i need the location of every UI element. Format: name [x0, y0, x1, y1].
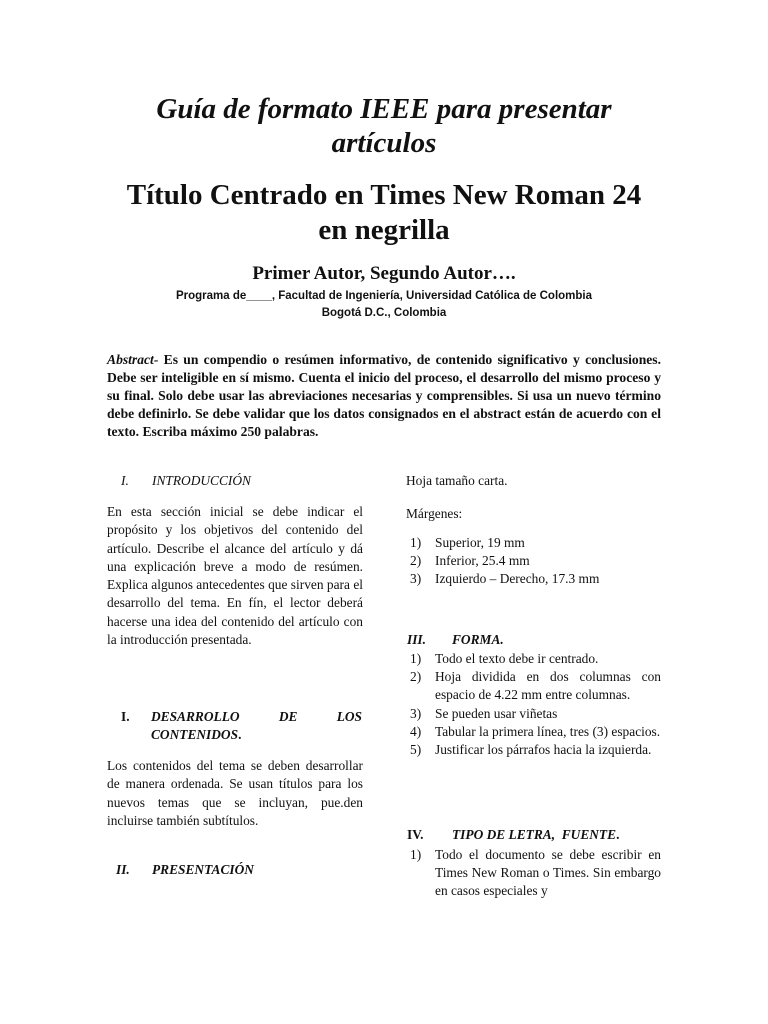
- section-number: I.: [121, 473, 129, 488]
- list-item: 2) Inferior, 25.4 mm: [410, 553, 530, 569]
- section-title: DESARROLLO DE LOS CONTENIDOS: [151, 709, 362, 742]
- guide-title-line-1: Guía de formato IEEE para presentar: [156, 93, 612, 125]
- affiliation: [0, 288, 768, 322]
- section-heading-forma: [407, 631, 657, 649]
- paper-title: [0, 178, 768, 248]
- section-title-period: .: [616, 827, 620, 842]
- list-item: 1) Todo el texto debe ir centrado.: [410, 651, 599, 666]
- list-item: 2) Hoja dividida en dos columnas con espacio de 4.22 mm entre columnas.: [410, 669, 661, 703]
- section-title-period: .: [238, 727, 242, 742]
- forma-list: [410, 650, 661, 759]
- tipo-list: [410, 846, 661, 901]
- section-heading-desarrollo: [121, 708, 363, 744]
- desarrollo-paragraph: Los contenidos del tema se deben desarrollar de manera ordenada. Se usan títulos para los nuevos temas que se incluyan, pue.den incluirse también subtítulos.: [107, 758, 363, 828]
- paper-size-text: Hoja tamaño carta.: [406, 473, 508, 488]
- section-title: FORMA.: [452, 632, 504, 647]
- section-number: II.: [116, 862, 130, 877]
- list-item: 3) Izquierdo – Derecho, 17.3 mm: [410, 571, 600, 587]
- guide-title-line-2: artículos: [331, 127, 437, 159]
- abstract: [107, 351, 661, 441]
- section-number: IV.: [407, 827, 424, 842]
- intro-paragraph: En esta sección inicial se debe indicar el propósito y los objetivos del contenido del artículo. Describe el alcance del artículo y dá una explicación breve a modo de resúmen. Explica algunos antecedentes que sirven para el desarrollo del tema. En fín, el lector deberá hacerse una idea del contenido del artículo con la introducción presentada.: [107, 504, 363, 648]
- abstract-label: Abstract-: [107, 352, 159, 367]
- margins-list: [410, 534, 661, 589]
- paper-title-line-2: en negrilla: [318, 214, 450, 246]
- list-item: 5) Justificar los párrafos hacia la izquierda.: [410, 742, 652, 758]
- section-number: III.: [407, 632, 426, 647]
- section-heading-introduccion: [121, 472, 361, 490]
- affiliation-line-2: Bogotá D.C., Colombia: [321, 307, 447, 319]
- section-heading-tipo-de-letra: [407, 826, 661, 844]
- affiliation-line-1: Programa de____, Facultad de Ingeniería, Universidad Católica de Colombia: [175, 290, 593, 302]
- list-item: 1) Todo el documento se debe escribir en Times New Roman o Times. Sin embargo en casos especiales y: [410, 847, 661, 899]
- paper-title-line-1: Título Centrado en Times New Roman 24: [126, 179, 642, 211]
- authors: Primer Autor, Segundo Autor….: [252, 263, 516, 284]
- list-item: 4) Tabular la primera línea, tres (3) espacios.: [410, 723, 661, 739]
- section-title: INTRODUCCIÓN: [152, 473, 251, 488]
- section-title: PRESENTACIÓN: [152, 862, 254, 877]
- guide-title: [0, 92, 768, 160]
- section-number: I.: [121, 709, 130, 724]
- list-item: 1) Superior, 19 mm: [410, 535, 525, 550]
- margins-label: Márgenes:: [406, 506, 463, 521]
- section-title: TIPO DE LETRA, FUENTE: [452, 827, 617, 842]
- section-heading-presentacion: [116, 861, 356, 879]
- list-item: 3) Se pueden usar viñetas: [410, 705, 558, 721]
- abstract-text: Es un compendio o resúmen informativo, de contenido significativo y conclusiones. Debe ser inteligible en sí mismo. Cuenta el inicio del proceso, el desarrollo del mismo proceso y su final. Solo debe usar las abreviaciones necesarias y comprensibles. Si usa un nuevo término debe definirlo. Se debe validar que los datos consignados en el abstract están de acuerdo con el texto. Escriba máximo 250 palabras.: [107, 352, 661, 439]
